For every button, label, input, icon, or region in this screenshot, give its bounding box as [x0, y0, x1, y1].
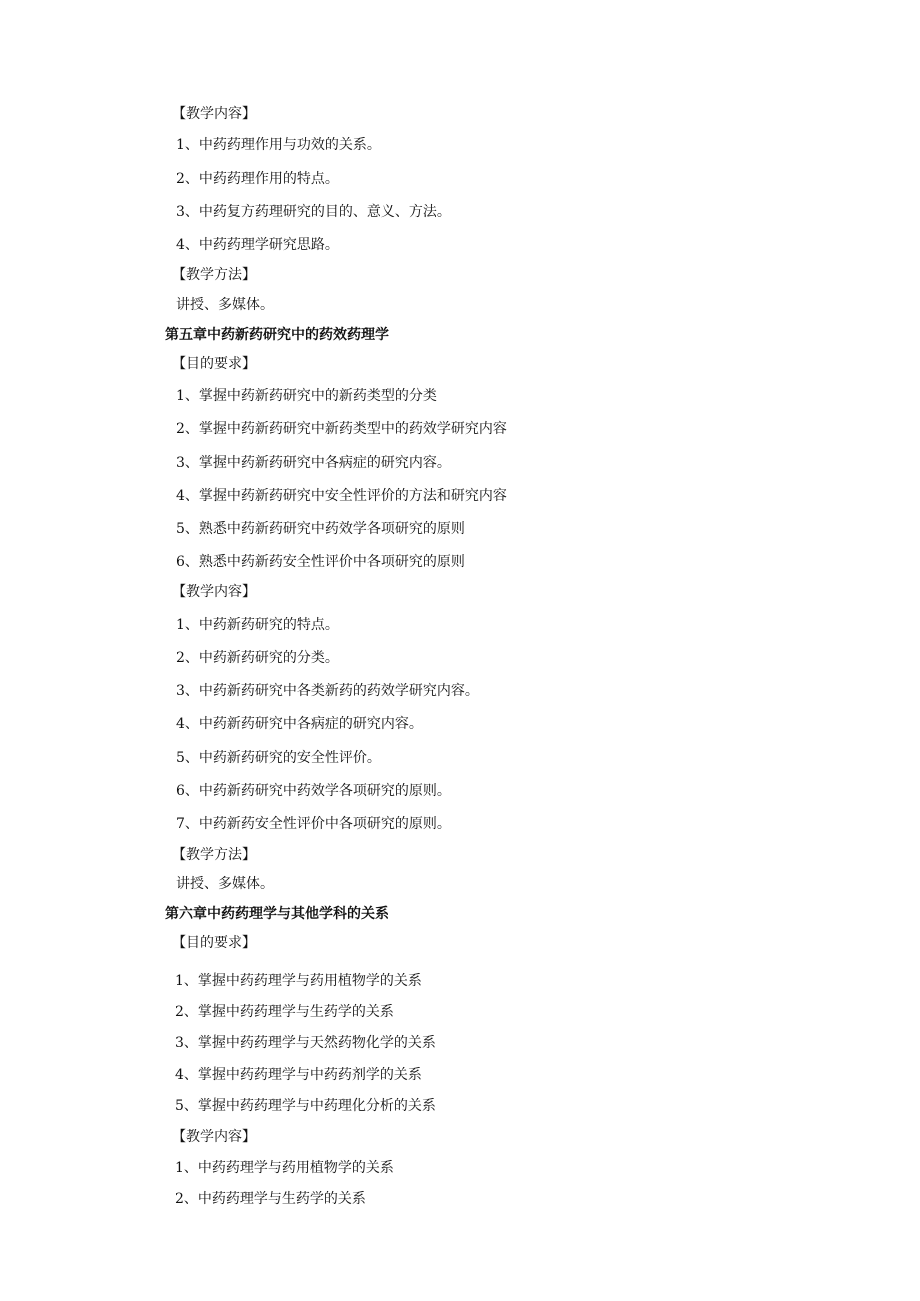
section-label: 【教学内容】 [172, 584, 256, 600]
list-item: 3、中药新药研究中各类新药的药效学研究内容。 [176, 683, 479, 699]
section-label: 【教学方法】 [172, 847, 256, 863]
section-label: 【目的要求】 [172, 356, 256, 372]
list-item: 2、中药药理作用的特点。 [176, 171, 339, 187]
list-item: 5、熟悉中药新药研究中药效学各项研究的原则 [176, 521, 465, 537]
list-item: 6、熟悉中药新药安全性评价中各项研究的原则 [176, 554, 465, 570]
chapter-heading: 第六章中药药理学与其他学科的关系 [165, 906, 389, 922]
list-item: 4、中药药理学研究思路。 [176, 237, 339, 253]
section-label: 【教学方法】 [172, 267, 256, 283]
list-item: 2、中药新药研究的分类。 [176, 650, 339, 666]
body-text: 讲授、多媒体。 [176, 876, 274, 892]
list-item: 6、中药新药研究中药效学各项研究的原则。 [176, 783, 451, 799]
list-item: 5、掌握中药药理学与中药理化分析的关系 [175, 1098, 436, 1114]
list-item: 2、中药药理学与生药学的关系 [175, 1191, 366, 1207]
list-item: 5、中药新药研究的安全性评价。 [176, 750, 381, 766]
section-label: 【教学内容】 [172, 106, 256, 122]
list-item: 1、掌握中药新药研究中的新药类型的分类 [176, 388, 437, 404]
list-item: 1、中药新药研究的特点。 [176, 617, 339, 633]
body-text: 讲授、多媒体。 [176, 297, 274, 313]
list-item: 1、中药药理学与药用植物学的关系 [175, 1160, 394, 1176]
list-item: 4、中药新药研究中各病症的研究内容。 [176, 716, 423, 732]
section-label: 【教学内容】 [172, 1129, 256, 1145]
section-label: 【目的要求】 [172, 935, 256, 951]
list-item: 4、掌握中药新药研究中安全性评价的方法和研究内容 [176, 488, 507, 504]
list-item: 3、中药复方药理研究的目的、意义、方法。 [176, 204, 451, 220]
list-item: 2、掌握中药新药研究中新药类型中的药效学研究内容 [176, 421, 507, 437]
chapter-heading: 第五章中药新药研究中的药效药理学 [165, 327, 389, 343]
list-item: 3、掌握中药新药研究中各病症的研究内容。 [176, 455, 451, 471]
list-item: 2、掌握中药药理学与生药学的关系 [175, 1004, 394, 1020]
list-item: 4、掌握中药药理学与中药药剂学的关系 [175, 1067, 422, 1083]
list-item: 1、中药药理作用与功效的关系。 [176, 137, 381, 153]
list-item: 7、中药新药安全性评价中各项研究的原则。 [176, 816, 451, 832]
list-item: 3、掌握中药药理学与天然药物化学的关系 [175, 1035, 436, 1051]
list-item: 1、掌握中药药理学与药用植物学的关系 [175, 973, 422, 989]
